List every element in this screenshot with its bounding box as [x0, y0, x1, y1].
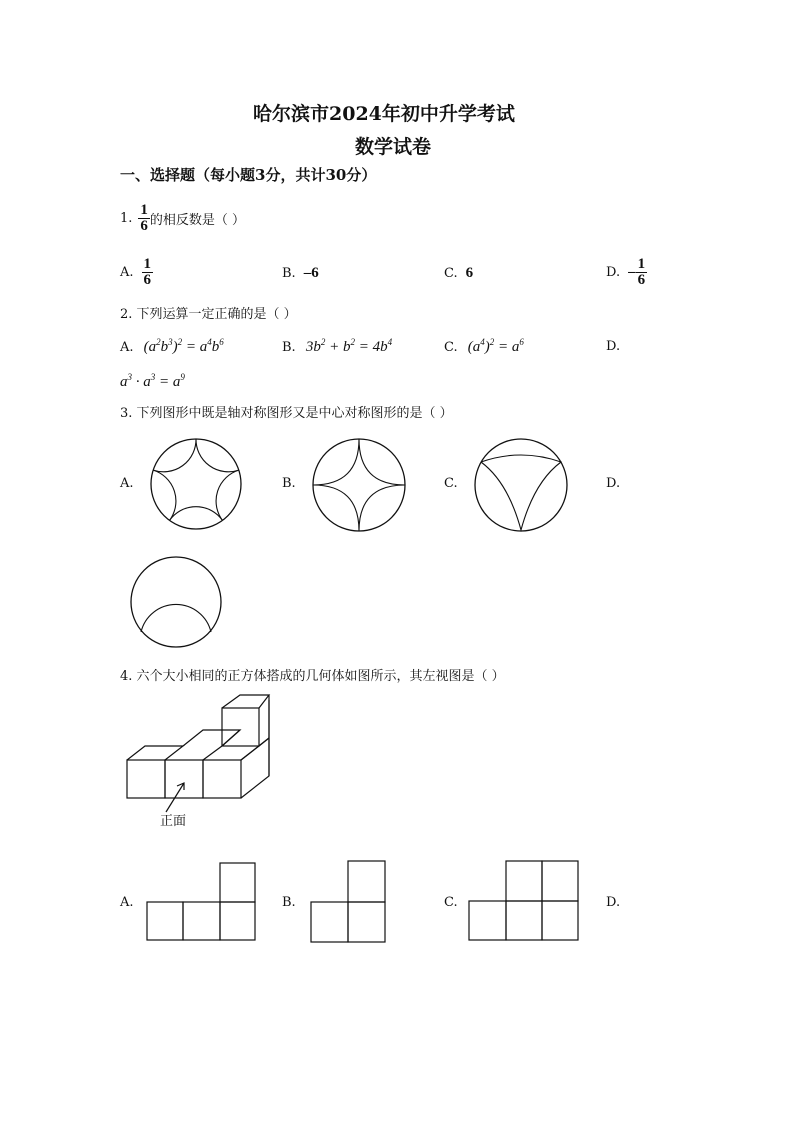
exam-title: 哈尔滨市2024年初中升学考试 [253, 103, 515, 125]
q1-option-b[interactable]: B. –6 [282, 265, 319, 281]
question-2: 2. 下列运算一定正确的是（ ） [120, 307, 297, 322]
question-stem: 的相反数是（ ） [149, 213, 246, 228]
q1-option-a[interactable]: A. $\frac{1}{6}$ [120, 256, 152, 288]
q2-option-a[interactable]: A. $(a^2b^3)^2 = a^4b^6$ [120, 337, 224, 355]
q2-option-d-expression: $a^3 \cdot a^3 = a^9$ [120, 372, 185, 390]
q4-option-c-label[interactable]: C. [444, 895, 458, 910]
q1-option-c[interactable]: C. 6 [444, 265, 474, 281]
question-number: 1. [120, 211, 133, 226]
q4-solid-figure [126, 694, 276, 804]
option-expression: $(a^2b^3)^2 = a^4b^6$ [143, 337, 224, 355]
option-value: –6 [303, 265, 319, 281]
q3-figure-b[interactable] [312, 438, 406, 532]
q4-view-b[interactable] [310, 860, 386, 944]
front-label: 正面 [160, 814, 187, 829]
question-4: 4. 六个大小相同的正方体搭成的几何体如图所示，其左视图是（ ） [120, 669, 505, 684]
question-3: 3. 下列图形中既是轴对称图形又是中心对称图形的是（ ） [120, 406, 453, 421]
q2-option-d[interactable]: D. [606, 339, 621, 354]
q4-option-a-label[interactable]: A. [120, 895, 134, 910]
q3-figure-d[interactable] [130, 556, 222, 648]
q4-option-b-label[interactable]: B. [282, 895, 296, 910]
q4-view-c[interactable] [468, 860, 580, 942]
arc-line [216, 470, 239, 520]
option-sign: – [628, 264, 636, 280]
q3-figure-c[interactable] [474, 438, 568, 532]
q4-option-d-label[interactable]: D. [606, 895, 621, 910]
q3-option-d-label[interactable]: D. [606, 476, 621, 491]
q1-option-d[interactable]: D. – $\frac{1}{6}$ [606, 256, 646, 288]
option-value: 6 [465, 265, 474, 281]
question-fraction: $\frac{1}{6}$ [140, 202, 148, 234]
option-expression: $3b^2 + b^2 = 4b^4$ [305, 337, 393, 355]
exam-subtitle: 数学试卷 [355, 136, 432, 158]
q2-option-c[interactable]: C. $(a^4)^2 = a^6$ [444, 337, 524, 355]
question-1 [120, 203, 245, 234]
q3-option-c-label[interactable]: C. [444, 476, 458, 491]
option-expression: $(a^4)^2 = a^6$ [467, 337, 524, 355]
q3-figure-a[interactable] [150, 438, 242, 530]
q3-option-b-label[interactable]: B. [282, 476, 296, 491]
q4-view-a[interactable] [146, 862, 256, 942]
option-fraction: $\frac{1}{6}$ [637, 256, 646, 288]
section-heading: 一、选择题（每小题3分，共计30分） [120, 166, 377, 184]
q2-option-b[interactable]: B. $3b^2 + b^2 = 4b^4$ [282, 337, 393, 355]
arc-line [153, 470, 176, 520]
arc-line [170, 507, 223, 521]
option-fraction: $\frac{1}{6}$ [143, 256, 152, 288]
q3-option-a-label[interactable]: A. [120, 476, 134, 491]
